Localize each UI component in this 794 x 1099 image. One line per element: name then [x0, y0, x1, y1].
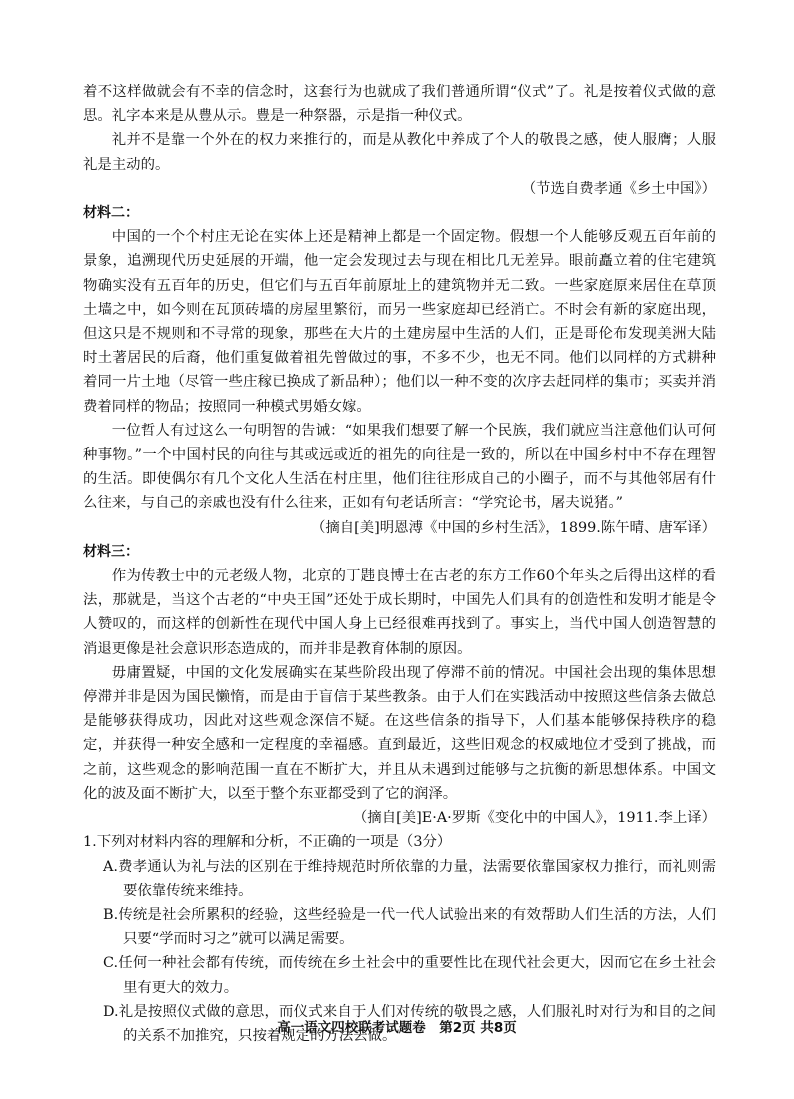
option-c: C.任何一种社会都有传统，而传统在乡土社会中的重要性比在现代社会更大，因而它在乡土社会里有更大的效力。 [103, 955, 716, 996]
paragraph: 毋庸置疑，中国的文化发展确实在某些阶段出现了停滞不前的情况。中国社会出现的集体思想停滞并非是因为国民懒惰，而是由于盲信于某些教条。由于人们在实践活动中按照这些信条去做总是能够获得成功，因此对这些观念深信不疑。在这些信条的指导下，人们基本能够保持秩序的稳定，并获得一种安全感和一定程度的幸福感。直到最近，这些旧观念的权威地位才受到了挑战，而之前，这些观念的影响范围一直在不断扩大，并且从未遇到过能够与之抗衡的新思想体系。中国文化的波及面不断扩大，以至于整个东亚都受到了它的润泽。 [83, 664, 716, 802]
source-citation: （节选自费孝通《乡土中国》） [521, 180, 716, 197]
paragraph: 一位哲人有过这么一句明智的告诫：“如果我们想要了解一个民族，我们就应当注意他们认可何种事物。”一个中国村民的向往与其或远或近的祖先的向往是一致的，所以在中国乡村中不存在理智的生活。即使偶尔有几个文化人生活在村庄里，他们往往形成自己的小圈子，而不与其他邻居有什么往来，与自己的亲戚也没有什么往来，正如有句老话所言：“学究论书，屠夫说猪。” [83, 422, 716, 512]
paragraph: 中国的一个个村庄无论在实体上还是精神上都是一个固定物。假想一个人能够反观五百年前的景象，追溯现代历史延展的开端，他一定会发现过去与现在相比几无差异。眼前矗立着的住宅建筑物确实没有五百年的历史，但它们与五百年前原址上的建筑物并无二致。一些家庭原来居住在草顶土墙之中，如今则在瓦顶砖墙的房屋里繁衍，而另一些家庭却已经消亡。不时会有新的家庭出现，但这只是不规则和不寻常的现象，那些在大片的土建房屋中生活的人们，正是哥伦布发现美洲大陆时土著居民的后裔，他们重复做着祖先曾做过的事，不多不少，也无不同。他们以同样的方式耕种着同一片土地（尽管一些庄稼已换成了新品种）；他们以一种不变的次序去赶同样的集市；买卖并消费着同样的物品；按照同一种模式男婚女嫁。 [83, 229, 716, 415]
material-heading: 材料三： [83, 543, 139, 560]
page-footer: 高一语文四校联考试题卷 第2页 共8页 [277, 1020, 517, 1036]
page-content [83, 80, 716, 1048]
option-d: D.礼是按照仪式做的意思，而仪式来自于人们对传统的敬畏之感，人们服礼时对行为和目的之间的关系不加推究，只按着规定的方法去做。 [103, 1003, 716, 1044]
option-b: B.传统是社会所累积的经验，这些经验是一代一代人试验出来的有效帮助人们生活的方法，人们只要“学而时习之”就可以满足需要。 [103, 906, 716, 948]
option-a: A.费孝通认为礼与法的区别在于维持规范时所依靠的力量，法需要依靠国家权力推行，而礼则需要依靠传统来维持。 [103, 858, 716, 899]
paragraph: 着不这样做就会有不幸的信念时，这套行为也就成了我们普通所谓“仪式”了。礼是按着仪式做的意思。礼字本来是从豊从示。豊是一种祭器，示是指一种仪式。 [83, 84, 716, 125]
question-stem: 1.下列对材料内容的理解和分析，不正确的一项是（3分） [83, 834, 452, 851]
source-citation: （摘自[美]E·A·罗斯《变化中的中国人》，1911.李上译） [352, 810, 716, 827]
paragraph: 礼并不是靠一个外在的权力来推行的，而是从教化中养成了个人的敬畏之感，使人服膺；人服礼是主动的。 [83, 132, 716, 173]
source-citation: （摘自[美]明恩溥《中国的乡村生活》，1899.陈午晴、唐军译） [311, 519, 716, 536]
paragraph: 作为传教士中的元老级人物，北京的丁韪良博士在古老的东方工作60个年头之后得出这样的看法，那就是，当这个古老的“中央王国”还处于成长期时，中国先人们具有的创造性和发明才能是令人赞叹的，而这样的创新性在现代中国人身上已经很难再找到了。事实上，当代中国人创造智慧的消退更像是社会意识形态造成的，而并非是教育体制的原因。 [83, 568, 716, 657]
material-heading: 材料二： [83, 205, 139, 222]
